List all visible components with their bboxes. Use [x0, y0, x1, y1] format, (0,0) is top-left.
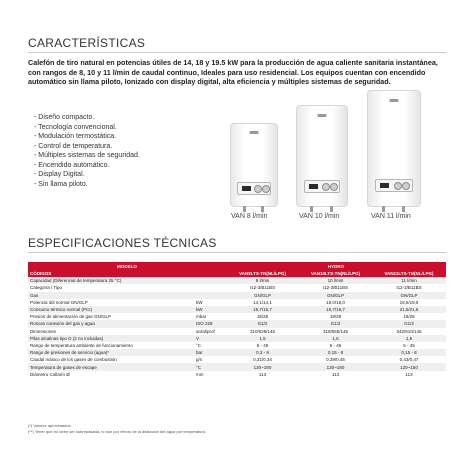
spec-table — [28, 262, 446, 378]
spec-value: 18/28 — [226, 313, 299, 320]
model-code: VAN10LTS-TN(NL/LPG) — [299, 270, 372, 277]
spec-row — [28, 363, 446, 370]
spec-label: Presión de alimentación de gas GN/GLP — [28, 313, 194, 320]
feature-item: - Display Digital. — [34, 170, 140, 180]
spec-value: G1/2 — [372, 320, 446, 327]
spec-row — [28, 299, 446, 306]
spec-value: 8 l/min — [226, 277, 299, 284]
control-panel — [375, 179, 413, 192]
water-heater-image-van8 — [230, 123, 278, 207]
title-divider — [28, 52, 446, 53]
display-screen — [242, 186, 251, 191]
spec-unit — [194, 284, 226, 291]
feature-item: - Encendido automático. — [34, 161, 140, 171]
model-code: VAN8LTS-TN(NL/LPG) — [226, 270, 299, 277]
control-panel — [304, 180, 340, 193]
spec-value: 113 — [299, 371, 372, 378]
control-panel — [237, 182, 271, 195]
spec-value: 130~180 — [299, 363, 372, 370]
pipe-connector — [310, 206, 313, 212]
spec-unit: °C — [194, 363, 226, 370]
spec-unit: bar — [194, 349, 226, 356]
spec-row — [28, 292, 446, 299]
spec-value: 1,5 — [372, 335, 446, 342]
feature-list — [34, 113, 140, 189]
feature-item: - Múltiples sistemas de seguridad. — [34, 151, 140, 161]
spec-value: 10 l/min — [299, 277, 372, 284]
pipe-connector — [402, 206, 405, 212]
spec-unit: an/al/prof — [194, 328, 226, 335]
knob-icon — [322, 183, 330, 191]
brand-logo — [318, 114, 327, 117]
spec-value: 113 — [372, 371, 446, 378]
spec-row — [28, 277, 446, 284]
spec-label: Consumo térmico normal (PCI) — [28, 306, 194, 313]
title-divider — [28, 252, 446, 253]
water-heater-image-van10 — [296, 105, 348, 207]
pipe-connector — [382, 206, 385, 212]
spec-value: G1/2 — [299, 320, 372, 327]
spec-unit: kW — [194, 306, 226, 313]
water-heater-image-van11 — [367, 90, 421, 207]
spec-value: 5 - 45 — [372, 342, 446, 349]
spec-label: Temperatura de gases de escape — [28, 363, 194, 370]
product-caption: VAN 8 l/min — [231, 213, 268, 220]
display-screen — [380, 183, 389, 188]
section-title-caracteristicas: CARACTERÍSTICAS — [28, 36, 146, 50]
spec-value: GN/GLP — [372, 292, 446, 299]
spec-row — [28, 371, 446, 378]
pipe-connector — [330, 206, 333, 212]
spec-value: 15,7/15,7 — [226, 306, 299, 313]
spec-row — [28, 306, 446, 313]
spec-label: Pilas alcalinas tipo D (2 no incluidas) — [28, 335, 194, 342]
spec-unit: °C — [194, 342, 226, 349]
spec-unit: mbar — [194, 313, 226, 320]
spec-value: 18/28 — [299, 313, 372, 320]
display-screen — [309, 184, 318, 189]
spec-value: 130~180 — [226, 363, 299, 370]
spec-label: Gas — [28, 292, 194, 299]
spec-row — [28, 313, 446, 320]
knob-icon — [394, 182, 402, 190]
spec-value: 0,39/0,45 — [299, 356, 372, 363]
spec-value: 1,5 — [299, 335, 372, 342]
header-modelo: MODELO — [28, 262, 226, 270]
spec-label: Diámetro Collarín Ø — [28, 371, 194, 378]
footnotes — [28, 423, 206, 435]
spec-label: Capacidad (Diferencial de temperatura 25 °C) — [28, 277, 194, 284]
spec-label: Categoría / Tipo — [28, 284, 194, 291]
knob-icon — [262, 185, 270, 193]
spec-row — [28, 356, 446, 363]
brand-logo — [390, 99, 399, 102]
spec-value: I12-3/B11BS — [299, 284, 372, 291]
spec-value: 14,1/14,1 — [226, 299, 299, 306]
header-hydro: HYDRO — [226, 262, 446, 270]
spec-row — [28, 284, 446, 291]
spec-value: 19,7/19,7 — [299, 306, 372, 313]
spec-label: Rango de presiones de servicio (agua)* — [28, 349, 194, 356]
spec-table-body — [28, 277, 446, 378]
spec-value: 113 — [226, 371, 299, 378]
spec-unit: mm — [194, 371, 226, 378]
spec-value: 0,15 - 8 — [299, 349, 372, 356]
spec-value: 0,3 - 8 — [226, 349, 299, 356]
spec-row — [28, 328, 446, 335]
spec-value: 0,43/0,47 — [372, 356, 446, 363]
knob-icon — [254, 185, 262, 193]
spec-unit — [194, 277, 226, 284]
spec-row — [28, 349, 446, 356]
spec-row — [28, 320, 446, 327]
pipe-connector — [261, 206, 264, 212]
spec-label: Rango de temperatura ambiente de funcionamiento — [28, 342, 194, 349]
spec-value: GN/GLP — [299, 292, 372, 299]
model-code: VAN11LTS-TN(NL/LPG) — [372, 270, 446, 277]
feature-item: - Modulación termostática. — [34, 132, 140, 142]
spec-value: 310/529/145 — [226, 328, 299, 335]
spec-value: GN/GLP — [226, 292, 299, 299]
spec-value: 11 l/min — [372, 277, 446, 284]
spec-value: 19,5/19,5 — [372, 299, 446, 306]
spec-value: I12-3/B11BS — [372, 284, 446, 291]
spec-value: 1,5 — [226, 335, 299, 342]
knob-icon — [402, 182, 410, 190]
feature-item: - Sin llama piloto. — [34, 180, 140, 190]
feature-item: - Tecnología convencional. — [34, 123, 140, 133]
spec-value: 318/550/145 — [299, 328, 372, 335]
product-description: Calefón de tiro natural en potencias útiles de 14, 18 y 19.5 kW para la producción de agua caliente sanitaria instantánea, con rangos de 8, 10 y 11 l/min de caudal continuo, Ideales para uso residencial. Los equipos cuentan con encendido automático sin llama piloto, Ionizado con display digital, alta eficiencia y múltiples sistemas de seguridad. — [28, 58, 438, 87]
spec-label: Potencia útil normal GN/GLP — [28, 299, 194, 306]
spec-unit: kW — [194, 299, 226, 306]
spec-unit — [194, 292, 226, 299]
spec-label: Caudal másico de los gases de combustión — [28, 356, 194, 363]
spec-label: Roscas conexión del gas y agua — [28, 320, 194, 327]
footnote: (*) Valores aproximados. — [28, 423, 72, 428]
spec-value: 5 - 45 — [226, 342, 299, 349]
spec-unit: ISO 228 — [194, 320, 226, 327]
spec-value: G1/2 — [226, 320, 299, 327]
section-title-especificaciones: ESPECIFICACIONES TÉCNICAS — [28, 236, 217, 250]
spec-value: 0,31/0,34 — [226, 356, 299, 363]
product-caption: VAN 10 l/min — [299, 213, 340, 220]
spec-row — [28, 342, 446, 349]
feature-item: - Diseño compacto. — [34, 113, 140, 123]
spec-value: 21,5/21,5 — [372, 306, 446, 313]
spec-value: 342/610/145 — [372, 328, 446, 335]
spec-value: 0,15 - 8 — [372, 349, 446, 356]
spec-value: I12-3/B11BS — [226, 284, 299, 291]
knob-icon — [330, 183, 338, 191]
spec-value: 18/28 — [372, 313, 446, 320]
header-codigos: CÓDIGOS — [28, 270, 226, 277]
pipe-connector — [243, 206, 246, 212]
footnote: (**) Tener que no debe ser sobrepasada, ni aún por efecto de la dilatación del agua por temperatura. — [28, 429, 207, 434]
spec-unit: g/s — [194, 356, 226, 363]
spec-unit: V — [194, 335, 226, 342]
spec-row — [28, 335, 446, 342]
brand-logo — [250, 131, 259, 134]
spec-value: 120~150 — [372, 363, 446, 370]
spec-label: Dimensiones — [28, 328, 194, 335]
product-caption: VAN 11 l/min — [371, 213, 411, 220]
feature-item: - Control de temperatura. — [34, 142, 140, 152]
spec-value: 5 - 45 — [299, 342, 372, 349]
spec-value: 18,0/18,0 — [299, 299, 372, 306]
